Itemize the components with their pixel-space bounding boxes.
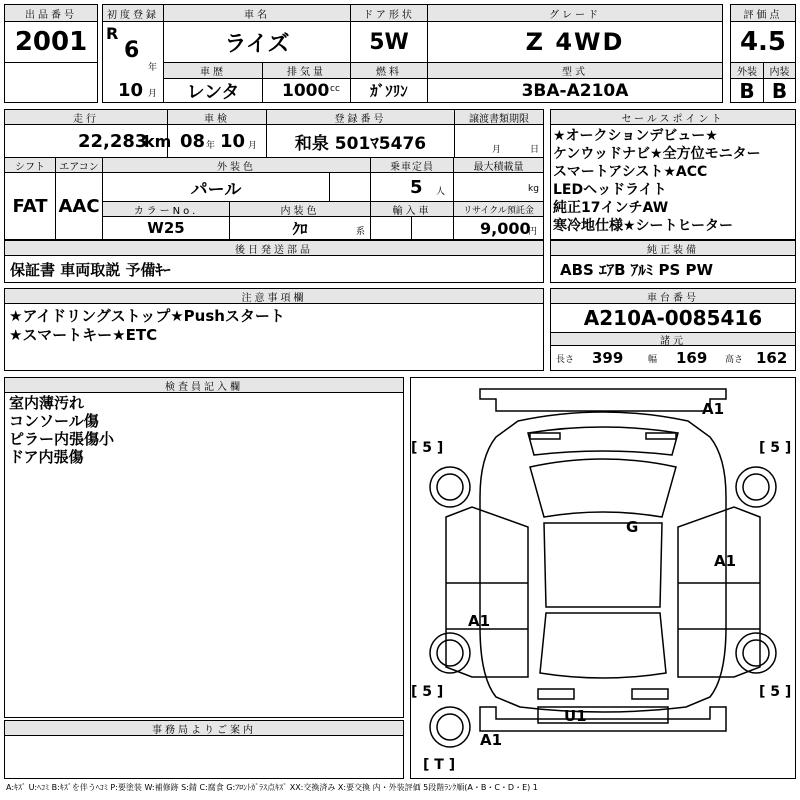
chassis-number-value: A210A-0085416 xyxy=(583,306,763,330)
exterior-grade-value: B xyxy=(739,78,755,103)
sales-point-line: ★オークションデビュー★ xyxy=(553,128,718,144)
rear-window-shape xyxy=(540,613,666,678)
height-label: 高さ xyxy=(725,355,744,365)
interior-color-value: ｸﾛ xyxy=(292,219,308,238)
caution-line: ★アイドリングストップ★Pushスタート xyxy=(9,307,285,325)
registration-year-value: 6 xyxy=(124,38,140,63)
fuel-label: 燃料 xyxy=(350,62,428,79)
rear-lamp-shape xyxy=(538,689,574,699)
door-type-label: ドア形状 xyxy=(350,4,428,22)
registration-month-value: 10 xyxy=(118,80,144,101)
model-code-value: 3BA-A210A xyxy=(521,80,629,101)
inspection-year-unit: 年 xyxy=(206,141,216,151)
door-type-value: 5W xyxy=(369,29,409,55)
rear-right-tire xyxy=(736,633,776,673)
damage-mark-left-side: A1 xyxy=(468,612,491,630)
width-label: 幅 xyxy=(648,355,658,365)
damage-mark-rear: U1 xyxy=(564,707,587,725)
plate-value: 和泉 501ﾏ5476 xyxy=(294,133,427,154)
spare-tire xyxy=(430,707,470,747)
max-load-unit: kg xyxy=(528,184,539,194)
tire-grade-rear-left: [ 5 ] xyxy=(411,684,444,700)
color-number-value: W25 xyxy=(147,219,185,237)
sales-point-line: 寒冷地仕様★シートヒーター xyxy=(553,218,733,234)
rear-bumper-shape xyxy=(480,707,726,731)
lot-number-value: 2001 xyxy=(14,27,88,57)
inspector-note-line: ピラー内張傷小 xyxy=(9,430,115,448)
lot-number-label: 出品番号 xyxy=(4,4,98,22)
damage-mark-rear-left: A1 xyxy=(480,731,503,749)
inspection-month-unit: 月 xyxy=(248,141,258,151)
history-label: 車歴 xyxy=(163,62,263,79)
equipment-value: ABS ｴｱB ｱﾙﾐ PS PW xyxy=(560,260,714,279)
max-load-label: 最大積載量 xyxy=(453,157,544,173)
car-damage-diagram xyxy=(410,377,796,779)
registration-year-unit: 年 xyxy=(148,63,158,73)
mileage-unit: km xyxy=(144,131,172,151)
shift-label: シフト xyxy=(4,157,56,173)
capacity-value: 5 xyxy=(410,176,423,198)
caution-label: 注意事項欄 xyxy=(4,288,544,304)
length-value: 399 xyxy=(592,349,624,367)
era-value: R xyxy=(106,24,119,43)
tire-grade-front-right: [ 5 ] xyxy=(759,440,792,456)
inspector-notes-label: 検査員記入欄 xyxy=(4,377,404,393)
exterior-grade-label: 外装 xyxy=(730,62,764,79)
displacement-label: 排気量 xyxy=(262,62,351,79)
exterior-color-value: パール xyxy=(190,179,242,200)
car-body-outline xyxy=(480,412,726,712)
length-label: 長さ xyxy=(556,355,575,365)
front-grille-shape xyxy=(646,433,676,439)
right-side-shape xyxy=(678,507,760,677)
rear-left-tire xyxy=(430,633,470,673)
aircon-label: エアコン xyxy=(55,157,103,173)
rear-plate-shape xyxy=(538,707,668,723)
fuel-value: ｶﾞｿﾘﾝ xyxy=(370,82,408,100)
transfer-month-unit: 月 xyxy=(492,145,502,155)
inspection-label: 車検 xyxy=(167,109,267,125)
tire-grade-spare: [ T ] xyxy=(423,757,456,773)
grade-value: Z 4WD xyxy=(525,28,625,56)
grade-label: グレード xyxy=(427,4,723,22)
displacement-value: 1000 xyxy=(282,80,330,101)
sales-point-line: 純正17インチAW xyxy=(553,200,669,216)
recycle-label: リサイクル預託金 xyxy=(453,201,544,217)
color-number-label: カラーNo. xyxy=(102,201,230,217)
mileage-label: 走行 xyxy=(4,109,168,125)
inspection-year-value: 08 xyxy=(180,130,206,152)
windshield-shape xyxy=(530,459,676,517)
damage-mark-roof: G xyxy=(626,518,639,536)
recycle-value: 9,000 xyxy=(480,218,531,238)
sales-points-label: セールスポイント xyxy=(550,109,796,125)
transfer-deadline-label: 譲渡書類期限 xyxy=(454,109,544,125)
transfer-day-unit: 日 xyxy=(530,145,540,155)
inspector-notes-list xyxy=(9,394,114,466)
lot-number-lower-cell xyxy=(4,62,98,103)
inspector-note-line: 室内薄汚れ xyxy=(9,394,85,412)
model-code-label: 型式 xyxy=(427,62,723,79)
equipment-label: 純正装備 xyxy=(550,240,796,256)
interior-grade-value: B xyxy=(771,78,788,103)
office-notes-label: 事務局よりご案内 xyxy=(4,720,404,736)
sales-point-line: ケンウッドナビ★全方位モニター xyxy=(553,146,761,162)
height-value: 162 xyxy=(756,349,788,367)
history-value: レンタ xyxy=(186,81,240,103)
caution-line: ★スマートキー★ETC xyxy=(9,326,158,344)
front-right-tire xyxy=(736,467,776,507)
exterior-color-label: 外装色 xyxy=(102,157,371,173)
front-grille-shape xyxy=(530,433,560,439)
import-label: 輸入車 xyxy=(370,201,454,217)
front-bumper-shape xyxy=(480,389,726,411)
office-notes-cell xyxy=(4,735,404,779)
rear-lamp-shape xyxy=(632,689,668,699)
accessories-label: 後日発送部品 xyxy=(4,240,544,256)
import-cell xyxy=(370,216,412,240)
inspector-note-line: コンソール傷 xyxy=(9,412,99,430)
capacity-label: 乗車定員 xyxy=(370,157,454,173)
sales-points-list xyxy=(553,127,761,235)
caution-list xyxy=(9,307,285,345)
exterior-color-extra-cell xyxy=(329,172,371,202)
front-left-tire xyxy=(430,467,470,507)
tire-grade-front-left: [ 5 ] xyxy=(411,440,444,456)
shift-value: FAT xyxy=(12,195,48,217)
capacity-unit: 人 xyxy=(436,187,446,197)
damage-mark-right-side: A1 xyxy=(714,552,737,570)
tire-grade-rear-right: [ 5 ] xyxy=(759,684,792,700)
car-name-label: 車名 xyxy=(163,4,351,22)
score-label: 評価点 xyxy=(730,4,796,22)
damage-code-legend: A:ｷｽﾞ U:ﾍｺﾐ B:ｷｽﾞを伴うﾍｺﾐ P:要塗装 W:補修跡 S:錆 C:腐食 G:ﾌﾛﾝﾄｶﾞﾗｽ点ｷｽﾞ XX:交換済み X:要交換 内・外装評価 5段階ﾗﾝｸ順(A・B・C・D・E) 1 xyxy=(6,783,538,792)
hood-shape xyxy=(528,427,678,455)
roof-shape xyxy=(544,523,662,607)
import-cell-2 xyxy=(411,216,454,240)
interior-color-unit: 系 xyxy=(356,227,366,237)
chassis-number-label: 車台番号 xyxy=(550,288,796,304)
registration-month-unit: 月 xyxy=(148,89,158,99)
first-registration-label: 初度登録 xyxy=(102,4,164,22)
width-value: 169 xyxy=(676,349,708,367)
aircon-value: AAC xyxy=(58,195,100,217)
sales-point-line: LEDヘッドライト xyxy=(553,182,667,198)
accessories-value: 保証書 車両取説 予備ｷｰ xyxy=(10,260,171,279)
car-name-value: ライズ xyxy=(224,31,290,57)
inspector-note-line: ドア内張傷 xyxy=(9,448,84,466)
inspection-month-value: 10 xyxy=(220,130,246,152)
recycle-unit: 円 xyxy=(528,227,538,237)
mileage-value: 22,283 xyxy=(78,130,148,152)
plate-label: 登録番号 xyxy=(266,109,455,125)
score-value: 4.5 xyxy=(739,27,787,57)
interior-color-label: 内装色 xyxy=(229,201,371,217)
specs-label: 諸元 xyxy=(550,332,796,346)
displacement-unit: cc xyxy=(330,84,340,94)
left-side-shape xyxy=(446,507,528,677)
damage-mark-front: A1 xyxy=(702,400,725,418)
sales-point-line: スマートアシスト★ACC xyxy=(553,164,708,180)
interior-grade-label: 内装 xyxy=(763,62,796,79)
